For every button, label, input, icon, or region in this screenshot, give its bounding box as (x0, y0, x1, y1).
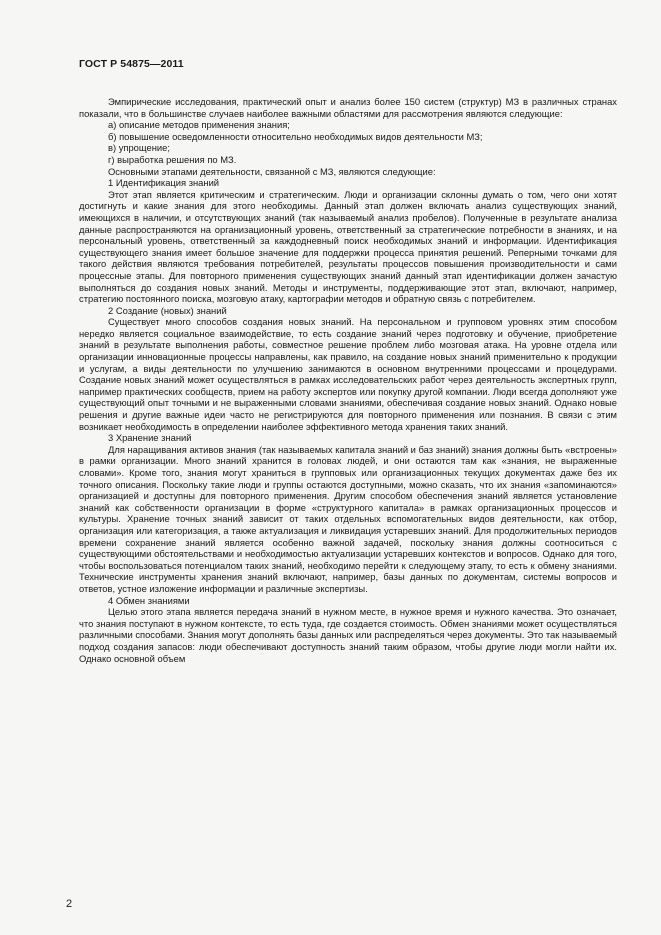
stage2-paragraph: Существует много способов создания новых знаний. На персональном и групповом уровнях этим способом нередко является социальное взаимодействие, то есть создание знаний через подготовку и обучение, приобретение знаний в результате выполнения работы, совместное решение проблем либо мозговая атака. На уровне отдела или организации инновационные процессы направлены, как правило, на создание новых знаний применительно к продукции и услугам, а виды деятельности по улучшению занимаются в основном внутренними процессами и процедурами. Создание новых знаний может осуществляться в рамках исследовательских работ через деятельность экспертных групп, например практических сообществ, прием на работу экспертов или покупку другой компании. Люди всегда дополняют уже существующий опыт точными и не выраженными словами знаниями, обеспечивая создание новых знаний. Однако новые решения и другие важные идеи часто не регистрируются для повторного применения или познания. В связи с этим возникает необходимость в определении наиболее эффективного метода хранения таких знаний. (79, 316, 617, 432)
stage1-paragraph: Этот этап является критическим и стратегическим. Люди и организации склонны думать о том, чего они хотят достигнуть и какие знания для этого необходимы. Данный этап должен включать анализ существующих знаний, имеющихся в наличии, и отсутствующих знаний (так называемый анализ пробелов). Полученные в результате анализа данные распространяются на организационный уровень, ответственный за стратегические потребности в знаниях, и на персональный уровень, ответственный за каждодневный поиск необходимых знаний и информации. Идентификация существующего знания имеет большое значение для поддержки процесса принятия решений. Реперными точками для такого действия являются требования потребителей, результаты процессов повышения производительности и сами процессные этапы. Для повторного применения существующих знаний данный этап идентификации должен зачастую выполняться до создания новых знаний. Методы и инструменты, поддерживающие этот этап, включают, например, стратегию постоянного поиска, мозговую атаку, картографии методов и обратную связь с потребителем. (79, 188, 617, 305)
page-number: 2 (66, 898, 73, 910)
document-body (79, 96, 617, 664)
stage3-paragraph: Для наращивания активов знания (так называемых капитала знаний и баз знаний) знания должны быть «встроены» в рамки организации. Много знаний хранится в головах людей, и они остаются там как «знания, не выраженные словами». Кроме того, знания могут храниться в групповых или организационных текущих документах даже без их точного описания. Поскольку такие люди и группы остаются доступными, можно сказать, что их знания «запоминаются» организацией и доступны для повторного применения. Другим способом обеспечения знаний является установление знаний как собственности организации в форме «структурного капитала» в рамках организационных процессов и культуры. Хранение точных знаний зависит от таких отдельных вспомогательных видов деятельности, как отбор, организация или категоризация, а также актуализация и ликвидация устаревших знаний. Для продолжительных периодов времени сохранение знаний является особенно важной задачей, поскольку знания должны соотноситься с существующими обстоятельствами и необходимостью актуализации устаревших контекстов и вопросов. Однако для того, чтобы воспользоваться потенциалом таких знаний, необходимо перейти к следующему этапу, то есть к обмену знаниями. Технические инструменты хранения знаний включают, например, базы данных по документам, системы вопросов и ответов, устное изложение информации и различные экспертизы. (79, 443, 617, 594)
list-item: б) повышение осведомленности относительно необходимых видов деятельности МЗ; (108, 130, 483, 142)
document-header: ГОСТ Р 54875—2011 (79, 58, 184, 70)
stages-intro-paragraph: Основными этапами деятельности, связанной с МЗ, являются следующие: (108, 165, 436, 177)
list-item: г) выработка решения по МЗ. (108, 153, 237, 165)
intro-paragraph: Эмпирические исследования, практический опыт и анализ более 150 систем (структур) МЗ в различных странах показали, что в большинстве случаев наиболее важными областями для рассмотрения являются следующие: (79, 96, 617, 119)
stage4-heading: 4 Обмен знаниями (108, 594, 190, 606)
stage3-heading: 3 Хранение знаний (108, 432, 192, 444)
list-item: в) упрощение; (108, 142, 170, 154)
stage4-paragraph: Целью этого этапа является передача знаний в нужном месте, в нужное время и нужного качества. Это означает, что знания поступают в нужном контексте, то есть туда, где создается стоимость. Обмен знаниями может осуществляться различными способами. Знания могут дополнять базы данных или распределяться через документы. Это так называемый подход создания запасов: люди обеспечивают доступность знаний таким образом, чтобы другие люди могли найти их. Однако основной объем (79, 606, 617, 664)
list-item: а) описание методов применения знания; (108, 119, 290, 131)
stage1-heading: 1 Идентификация знаний (108, 177, 220, 189)
stage2-heading: 2 Создание (новых) знаний (108, 304, 227, 316)
